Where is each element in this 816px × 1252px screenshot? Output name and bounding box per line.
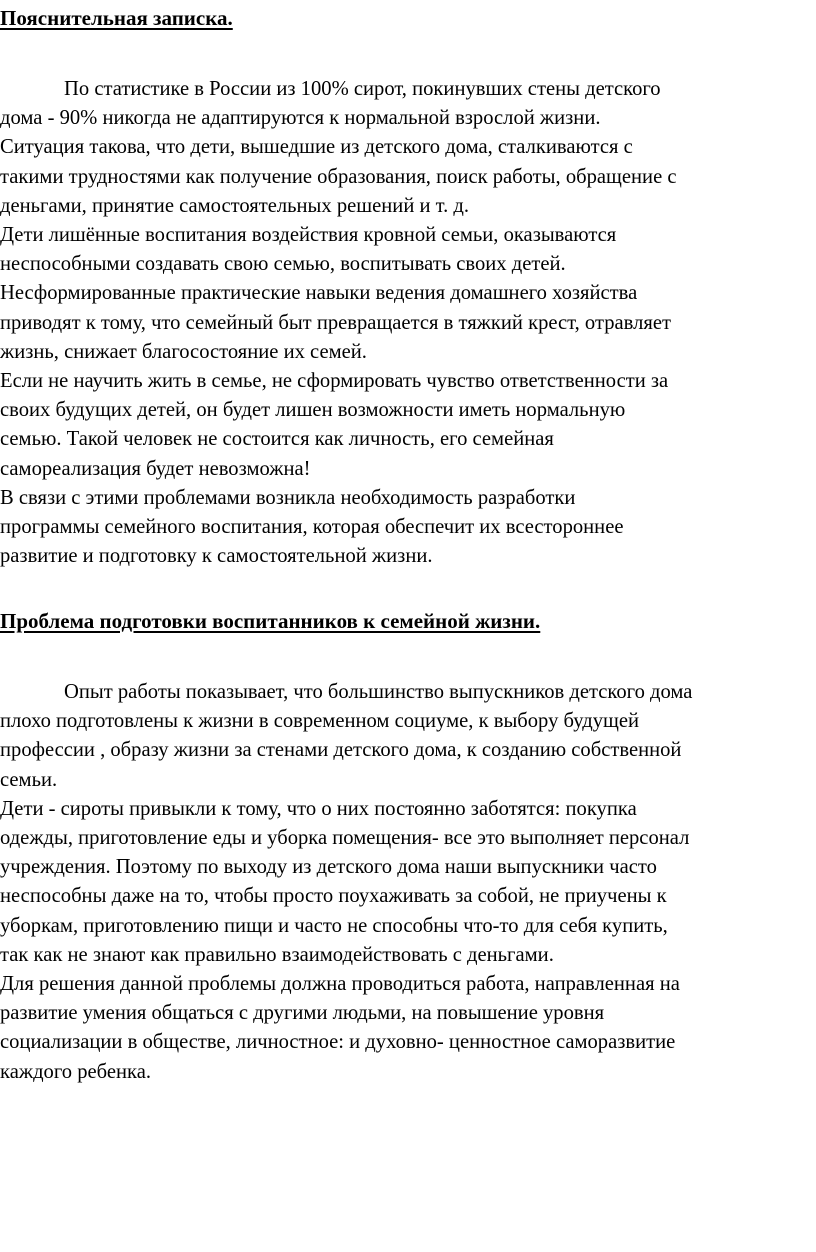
text-line: Ситуация такова, что дети, вышедшие из детского дома, сталкиваются с [0, 136, 633, 159]
text-line: плохо подготовлены к жизни в современном социуме, к выбору будущей [0, 710, 640, 733]
text-line: В связи с этими проблемами возникла необходимость разработки [0, 486, 576, 509]
text-line: семьи. [0, 768, 58, 791]
text-line: самореализация будет невозможна! [0, 457, 311, 480]
text-line: Если не научить жить в семье, не сформировать чувство ответственности за [0, 370, 669, 393]
section-body-family-life-problem [0, 678, 816, 1087]
text-line: Для решения данной проблемы должна проводиться работа, направленная на [0, 973, 680, 996]
section-body-explanatory-note [0, 75, 816, 571]
text-line: социализации в обществе, личностное: и духовно- ценностное саморазвитие [0, 1031, 676, 1054]
text-line: учреждения. Поэтому по выходу из детского дома наши выпускники часто [0, 856, 657, 879]
text-line: такими трудностями как получение образования, поиск работы, обращение с [0, 165, 677, 188]
text-line: семью. Такой человек не состоится как личность, его семейная [0, 428, 554, 451]
text-line: уборкам, приготовлению пищи и часто не способны что-то для себя купить, [0, 914, 668, 937]
text-line: своих будущих детей, он будет лишен возможности иметь нормальную [0, 399, 626, 422]
section-title-family-life-problem: Проблема подготовки воспитанников к семейной жизни. [0, 609, 541, 633]
text-line: Дети - сироты привыкли к тому, что о них постоянно заботятся: покупка [0, 797, 637, 820]
text-line: жизнь, снижает благосостояние их семей. [0, 340, 367, 363]
text-line: развитие и подготовку к самостоятельной жизни. [0, 545, 433, 568]
text-line: программы семейного воспитания, которая обеспечит их всестороннее [0, 516, 624, 539]
text-line: так как не знают как правильно взаимодействовать с деньгами. [0, 943, 554, 966]
text-line: одежды, приготовление еды и уборка помещения- все это выполняет персонал [0, 827, 690, 850]
section-title-explanatory-note: Пояснительная записка. [0, 6, 233, 30]
text-line: приводят к тому, что семейный быт превращается в тяжкий крест, отравляет [0, 311, 671, 334]
text-line: каждого ребенка. [0, 1060, 152, 1083]
text-line: По статистике в России из 100% сирот, покинувших стены детского [64, 78, 661, 100]
text-line: деньгами, принятие самостоятельных решений и т. д. [0, 194, 470, 217]
text-line: неспособны даже на то, чтобы просто поухаживать за собой, не приучены к [0, 885, 667, 908]
text-line: Опыт работы показывает, что большинство выпускников детского дома [64, 681, 693, 703]
text-line: неспособными создавать свою семью, воспитывать своих детей. [0, 253, 566, 276]
text-line: дома - 90% никогда не адаптируются к нормальной взрослой жизни. [0, 107, 601, 130]
text-line: Несформированные практические навыки ведения домашнего хозяйства [0, 282, 638, 305]
text-line: развитие умения общаться с другими людьми, на повышение уровня [0, 1002, 605, 1025]
text-line: профессии , образу жизни за стенами детского дома, к созданию собственной [0, 739, 682, 762]
text-line: Дети лишённые воспитания воздействия кровной семьи, оказываются [0, 224, 617, 247]
